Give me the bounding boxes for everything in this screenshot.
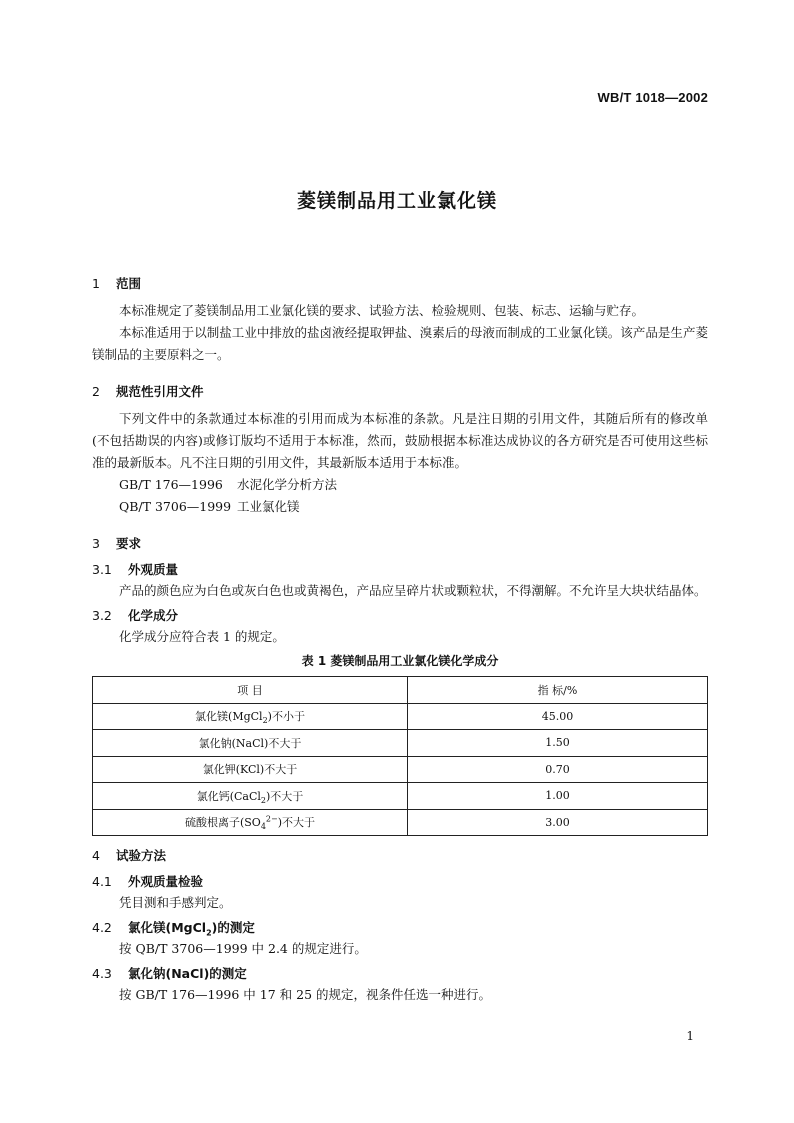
reference-item: [92, 474, 708, 496]
subsection-title: 氯化钠(NaCl)的测定: [128, 966, 247, 981]
reference-code: QB/T 3706—1999: [119, 499, 232, 514]
column-header-item: 项 目: [93, 677, 408, 704]
subsection-4-2-heading: [92, 918, 708, 938]
subsection-number: 4.1: [92, 874, 112, 889]
paragraph: 按 GB/T 176—1996 中 17 和 25 的规定，视条件任选一种进行。: [119, 987, 492, 1002]
subsection-number: 3.2: [92, 608, 112, 623]
page-number: 1: [686, 1029, 694, 1043]
paragraph: 化学成分应符合表 1 的规定。: [119, 629, 285, 644]
section-title: 试验方法: [116, 848, 167, 863]
table-row: [93, 703, 708, 730]
table-row: [93, 809, 708, 836]
item-cell: 硫酸根离子$(SO_4^{2-})$不大于: [93, 809, 408, 836]
section-title: 规范性引用文件: [116, 384, 204, 399]
item-cell: 氯化镁(MgCl$_2$)不小于: [93, 703, 408, 730]
table-row: [93, 783, 708, 810]
subsection-number: 3.1: [92, 562, 112, 577]
subsection-4-1-heading: [92, 872, 708, 892]
paragraph: 按 QB/T 3706—1999 中 2.4 的规定进行。: [119, 941, 367, 956]
item-cell: 氯化钾(KCl)不大于: [93, 756, 408, 783]
section-1-heading: [92, 274, 708, 294]
section-title: 要求: [116, 536, 142, 551]
section-number: 1: [92, 276, 100, 291]
section-4-heading: [92, 846, 708, 866]
subsection-title: 外观质量: [128, 562, 179, 577]
section-title: 范围: [116, 276, 142, 291]
value-cell: 1.00: [408, 783, 708, 810]
value-cell: 45.00: [408, 703, 708, 730]
chemical-composition-table: [92, 676, 708, 836]
paragraph: 凭目测和手感判定。: [119, 895, 232, 910]
item-cell: 氯化钙(CaCl$_2$)不大于: [93, 783, 408, 810]
reference-name: 工业氯化镁: [237, 499, 300, 514]
reference-code: GB/T 176—1996: [119, 477, 223, 492]
subsection-4-3-heading: [92, 964, 708, 984]
column-header-value: 指 标/%: [408, 677, 708, 704]
subsection-title: 氯化镁(MgCl$_2$)的测定: [128, 920, 255, 938]
table-caption: 表 1 菱镁制品用工业氯化镁化学成分: [301, 654, 499, 668]
value-cell: 1.50: [408, 730, 708, 757]
table-row: [93, 756, 708, 783]
item-cell: 氯化钠(NaCl)不大于: [93, 730, 408, 757]
subsection-number: 4.3: [92, 966, 112, 981]
subsection-title: 外观质量检验: [128, 874, 204, 889]
section-2-heading: [92, 382, 708, 402]
section-3-heading: [92, 534, 708, 554]
paragraph: 产品的颜色应为白色或灰白色也或黄褐色，产品应呈碎片状或颗粒状，不得潮解。不允许呈大块状结晶体。: [119, 583, 707, 598]
subsection-number: 4.2: [92, 920, 112, 935]
document-title: 菱镁制品用工业氯化镁: [296, 190, 497, 212]
reference-item: [92, 496, 708, 518]
subsection-title: 化学成分: [128, 608, 179, 623]
document-body: [92, 266, 708, 1006]
section-number: 2: [92, 384, 100, 399]
value-cell: 3.00: [408, 809, 708, 836]
section-number: 3: [92, 536, 100, 551]
table-header-row: [93, 677, 708, 704]
value-cell: 0.70: [408, 756, 708, 783]
paragraph: 下列文件中的条款通过本标准的引用而成为本标准的条款。凡是注日期的引用文件，其随后所有的修改单(不包括勘误的内容)或修订版均不适用于本标准，然而，鼓励根据本标准达成协议的各方研究是否可使用这些标准的最新版本。凡不注日期的引用文件，其最新版本适用于本标准。: [92, 411, 708, 470]
subsection-3-2-heading: [92, 606, 708, 626]
paragraph: 本标准规定了菱镁制品用工业氯化镁的要求、试验方法、检验规则、包装、标志、运输与贮存。: [119, 303, 645, 318]
paragraph: 本标准适用于以制盐工业中排放的盐卤液经提取钾盐、溴素后的母液而制成的工业氯化镁。该产品是生产菱镁制品的主要原料之一。: [92, 325, 708, 362]
table-row: [93, 730, 708, 757]
subsection-3-1-heading: [92, 560, 708, 580]
standard-code: WB/T 1018—2002: [597, 90, 708, 105]
section-number: 4: [92, 848, 100, 863]
reference-name: 水泥化学分析方法: [237, 477, 338, 492]
